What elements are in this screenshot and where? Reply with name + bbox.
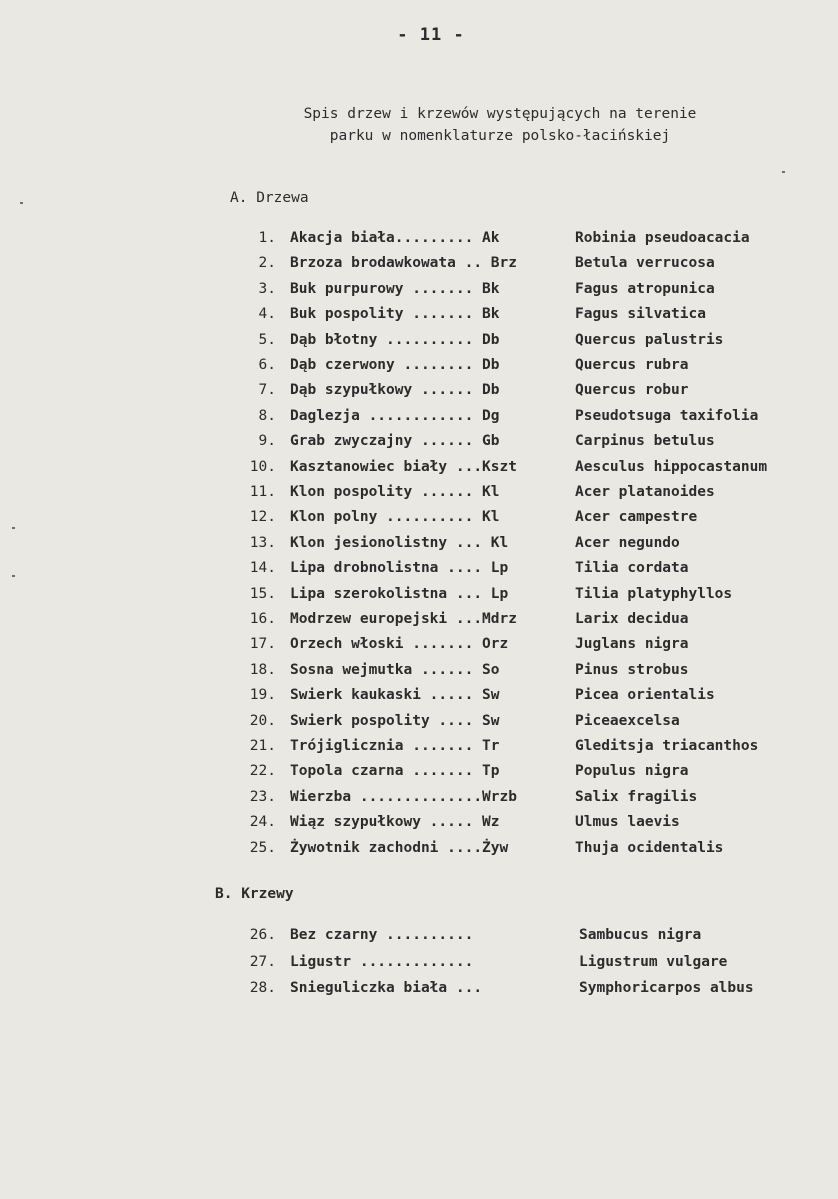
latin-name: Gleditsja triacanthos [575,738,759,754]
latin-name: Ulmus laevis [575,814,680,831]
section-heading-trees: A. Drzewa [230,190,309,206]
polish-name: Dąb błotny .......... Db [290,331,500,348]
title-line-2: parku w nomenklaturze polsko-łacińskiej [329,128,671,144]
list-item [0,927,838,949]
polish-name: Daglezja ............ Dg [290,407,500,424]
latin-name: Piceaexcelsa [575,712,680,729]
polish-name: Buk purpurowy ....... Bk [290,280,500,297]
latin-name: Salix fragilis [575,788,698,805]
polish-name: Wiąz szypułkowy ..... Wz [290,814,500,831]
item-number: 8. [258,407,276,424]
latin-name: Carpinus betulus [575,433,715,450]
item-number: 21. [249,738,276,754]
polish-name: Ligustr ............. [290,953,474,970]
item-number: 19. [249,687,276,704]
latin-name: Aesculus hippocastanum [575,458,768,475]
item-number: 24. [249,814,276,831]
polish-name: Bez czarny .......... [290,927,474,943]
margin-mark [20,202,23,204]
item-number: 3. [258,280,276,297]
item-number: 14. [249,560,276,577]
latin-name: Ligustrum vulgare [579,953,728,970]
polish-name: Topola czarna ....... Tp [290,763,500,780]
latin-name: Tilia platyphyllos [575,585,733,602]
polish-name: Klon jesionolistny ... Kl [290,534,509,551]
item-number: 13. [249,534,276,551]
latin-name: Populus nigra [575,763,689,780]
margin-mark [12,575,15,577]
item-number: 26. [249,927,276,943]
item-number: 15. [249,585,276,602]
polish-name: Dąb szypułkowy ...... Db [290,382,500,399]
item-number: 16. [249,611,276,627]
polish-name: Brzoza brodawkowata .. Brz [290,255,517,272]
item-number: 22. [249,763,276,780]
polish-name: Snieguliczka biała ... [290,980,483,996]
latin-name: Fagus atropunica [575,280,715,297]
polish-name: Swierk pospolity .... Sw [290,712,500,729]
latin-name: Thuja ocidentalis [575,839,724,856]
list-item [0,954,838,976]
item-number: 23. [249,788,276,805]
section-heading-shrubs: B. Krzewy [215,886,294,902]
item-number: 6. [258,357,276,373]
item-number: 27. [249,953,276,970]
polish-name: Buk pospolity ....... Bk [290,306,500,323]
margin-mark [12,527,15,529]
latin-name: Pinus strobus [575,661,689,678]
latin-name: Juglans nigra [575,636,689,653]
item-number: 17. [249,636,276,653]
latin-name: Robinia pseudoacacia [575,230,750,246]
latin-name: Acer campestre [575,509,698,526]
item-number: 20. [249,712,276,729]
polish-name: Swierk kaukaski ..... Sw [290,687,500,704]
polish-name: Lipa szerokolistna ... Lp [290,585,509,602]
latin-name: Betula verrucosa [575,255,715,272]
item-number: 7. [258,382,276,399]
polish-name: Sosna wejmutka ...... So [290,661,500,678]
item-number: 28. [249,980,276,996]
page-number: - 11 - [397,25,465,45]
polish-name: Klon polny .......... Kl [290,509,500,526]
latin-name: Tilia cordata [575,560,689,577]
margin-mark [782,171,785,173]
polish-name: Kasztanowiec biały ...Kszt [290,458,517,475]
polish-name: Lipa drobnolistna .... Lp [290,560,509,577]
item-number: 11. [249,484,276,500]
item-number: 10. [249,458,276,475]
polish-name: Orzech włoski ....... Orz [290,636,509,653]
item-number: 9. [258,433,276,450]
item-number: 2. [258,255,276,272]
latin-name: Sambucus nigra [579,927,702,943]
title-line-1: Spis drzew i krzewów występujących na terenie [303,106,697,122]
polish-name: Trójiglicznia ....... Tr [290,738,500,754]
latin-name: Quercus palustris [575,331,724,348]
polish-name: Wierzba ..............Wrzb [290,788,517,805]
polish-name: Żywotnik zachodni ....Żyw [290,839,509,856]
latin-name: Quercus robur [575,382,689,399]
polish-name: Dąb czerwony ........ Db [290,357,500,373]
item-number: 4. [258,306,276,323]
item-number: 5. [258,331,276,348]
latin-name: Acer platanoides [575,484,715,500]
item-number: 12. [249,509,276,526]
latin-name: Larix decidua [575,611,689,627]
polish-name: Modrzew europejski ...Mdrz [290,611,517,627]
latin-name: Pseudotsuga taxifolia [575,407,759,424]
latin-name: Quercus rubra [575,357,689,373]
item-number: 18. [249,661,276,678]
polish-name: Klon pospolity ...... Kl [290,484,500,500]
item-number: 25. [249,839,276,856]
latin-name: Acer negundo [575,534,680,551]
list-item [0,980,838,1002]
polish-name: Grab zwyczajny ...... Gb [290,433,500,450]
item-number: 1. [258,230,276,246]
latin-name: Fagus silvatica [575,306,706,323]
latin-name: Picea orientalis [575,687,715,704]
polish-name: Akacja biała......... Ak [290,230,500,246]
latin-name: Symphoricarpos albus [579,980,754,996]
